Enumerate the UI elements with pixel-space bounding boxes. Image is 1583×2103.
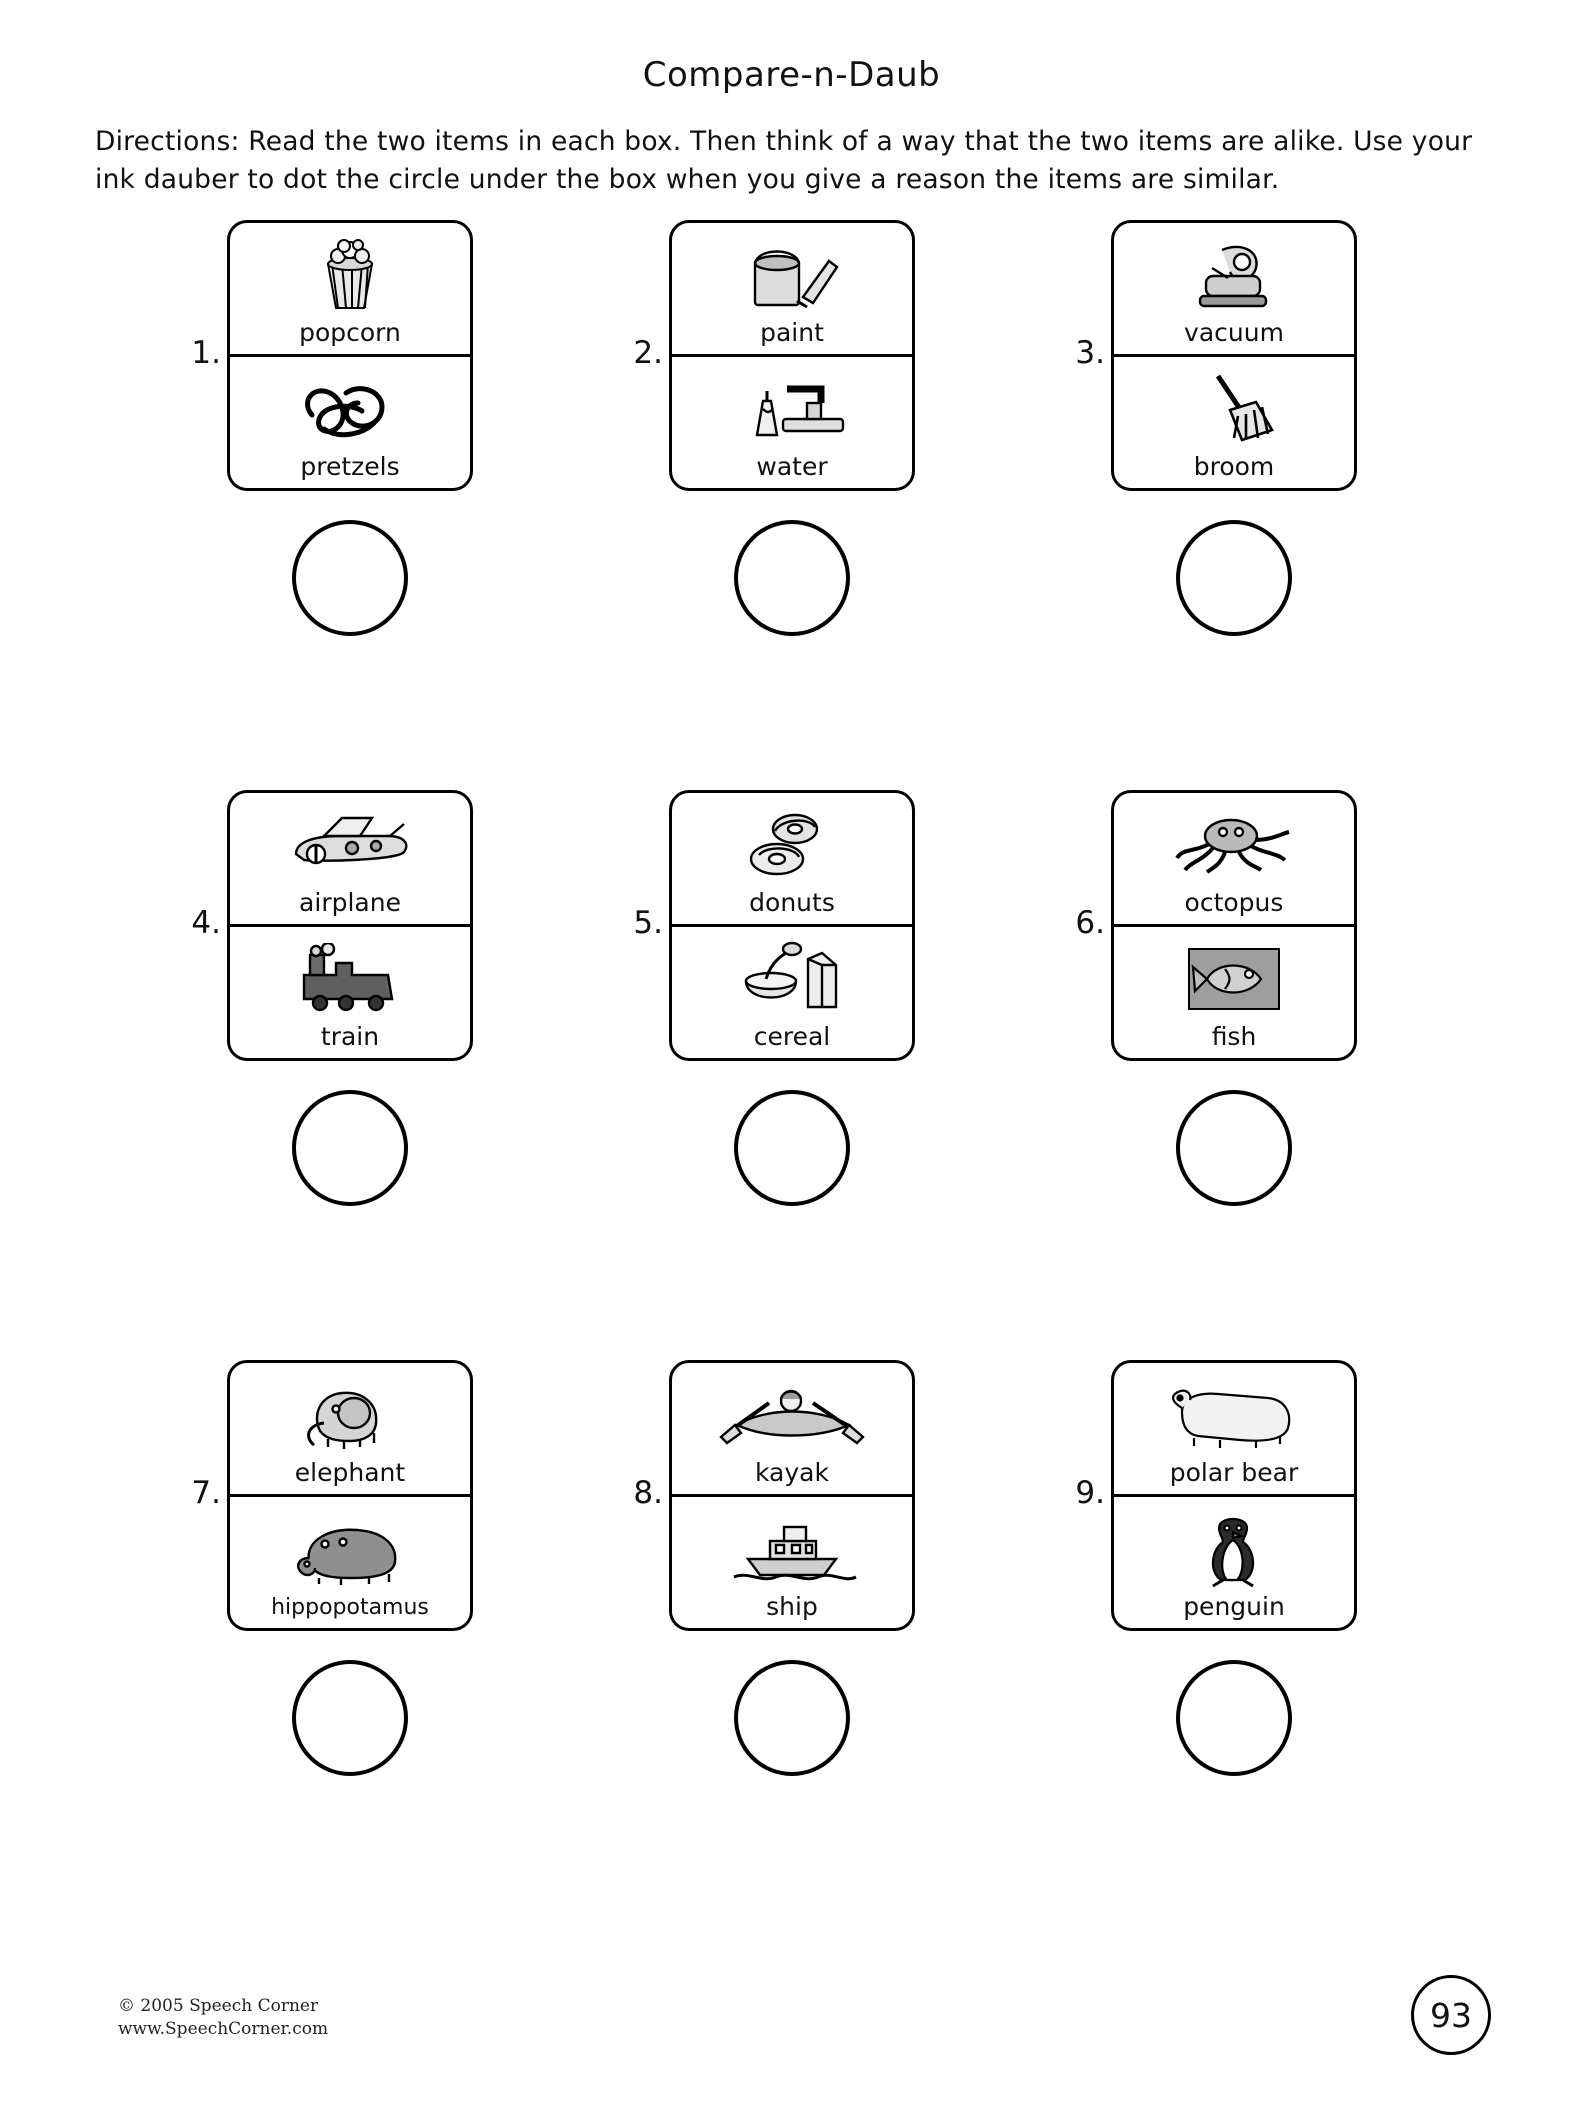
vacuum-icon	[1114, 223, 1354, 320]
item-bottom-half	[230, 927, 470, 1058]
item-word: penguin	[1183, 1592, 1285, 1622]
item-bottom-half	[1114, 927, 1354, 1058]
elephant-icon	[230, 1363, 470, 1460]
item-word: airplane	[299, 888, 401, 918]
item-word: popcorn	[299, 318, 401, 348]
item-top-half	[672, 793, 912, 927]
item-box	[227, 220, 473, 491]
item-bottom-half	[230, 357, 470, 488]
item-box	[227, 1360, 473, 1631]
item-word: donuts	[749, 888, 835, 918]
response-circle-6[interactable]	[1176, 1090, 1292, 1206]
item-box	[1111, 790, 1357, 1061]
directions-text: Directions: Read the two items in each box. Then think of a way that the two items are alike. Use your ink dauber to dot the circle under the box when you give a reason the items are similar.	[95, 126, 1473, 195]
paint-icon	[672, 223, 912, 320]
item-box	[1111, 1360, 1357, 1631]
popcorn-icon	[230, 223, 470, 320]
item-bottom-half	[672, 927, 912, 1058]
page-title: Compare-n-Daub	[642, 55, 941, 95]
broom-icon	[1114, 357, 1354, 454]
item-word: kayak	[755, 1458, 829, 1488]
item-box	[227, 790, 473, 1061]
item-number: 1.	[191, 335, 221, 372]
item-top-half	[672, 1363, 912, 1497]
item-top-half	[230, 223, 470, 357]
item-cell-9	[1059, 1360, 1404, 1930]
item-number: 4.	[191, 905, 221, 942]
response-circle-7[interactable]	[292, 1660, 408, 1776]
penguin-icon	[1114, 1497, 1354, 1594]
item-box	[669, 790, 915, 1061]
item-box	[1111, 220, 1357, 491]
item-number: 8.	[633, 1475, 663, 1512]
item-cell-5	[617, 790, 962, 1360]
item-cell-7	[175, 1360, 520, 1930]
donuts-icon	[672, 793, 912, 890]
footer-copyright	[118, 1995, 328, 2041]
response-circle-2[interactable]	[734, 520, 850, 636]
item-cell-6	[1059, 790, 1404, 1360]
item-word: ship	[766, 1592, 818, 1622]
response-circle-5[interactable]	[734, 1090, 850, 1206]
hippopotamus-icon	[230, 1497, 470, 1597]
items-grid	[0, 220, 1583, 1930]
website-line: www.SpeechCorner.com	[118, 2019, 329, 2040]
train-icon	[230, 927, 470, 1024]
item-top-half	[1114, 223, 1354, 357]
item-cell-2	[617, 220, 962, 790]
item-word: paint	[760, 318, 824, 348]
item-top-half	[672, 223, 912, 357]
items-row	[0, 790, 1583, 1360]
item-word: elephant	[294, 1458, 406, 1488]
fish-icon	[1114, 927, 1354, 1024]
item-word: pretzels	[300, 452, 400, 482]
response-circle-9[interactable]	[1176, 1660, 1292, 1776]
item-bottom-half	[1114, 357, 1354, 488]
octopus-icon	[1114, 793, 1354, 890]
item-number: 3.	[1075, 335, 1105, 372]
response-circle-1[interactable]	[292, 520, 408, 636]
polar-bear-icon	[1114, 1363, 1354, 1460]
item-number: 5.	[633, 905, 663, 942]
item-word: octopus	[1184, 888, 1284, 918]
item-word: broom	[1193, 452, 1275, 482]
item-bottom-half	[672, 1497, 912, 1628]
items-row	[0, 1360, 1583, 1930]
pretzels-icon	[230, 357, 470, 454]
item-word: polar bear	[1169, 1458, 1299, 1488]
response-circle-4[interactable]	[292, 1090, 408, 1206]
item-cell-3	[1059, 220, 1404, 790]
item-bottom-half	[1114, 1497, 1354, 1628]
item-bottom-half	[672, 357, 912, 488]
page-number: 93	[1411, 1975, 1491, 2055]
item-top-half	[1114, 1363, 1354, 1497]
item-cell-4	[175, 790, 520, 1360]
item-top-half	[230, 793, 470, 927]
item-word: hippopotamus	[271, 1595, 429, 1621]
items-row	[0, 220, 1583, 790]
item-number: 2.	[633, 335, 663, 372]
item-word: train	[320, 1022, 380, 1052]
faucet-water-icon	[672, 357, 912, 454]
airplane-icon	[230, 793, 470, 890]
item-box	[669, 220, 915, 491]
worksheet-page	[0, 55, 1583, 2103]
cereal-bowl-icon	[672, 927, 912, 1024]
response-circle-3[interactable]	[1176, 520, 1292, 636]
item-word: water	[756, 452, 828, 482]
item-number: 9.	[1075, 1475, 1105, 1512]
item-cell-8	[617, 1360, 962, 1930]
response-circle-8[interactable]	[734, 1660, 850, 1776]
item-bottom-half	[230, 1497, 470, 1628]
item-number: 7.	[191, 1475, 221, 1512]
item-cell-1	[175, 220, 520, 790]
copyright-line: © 2005 Speech Corner	[118, 1996, 319, 2017]
item-word: cereal	[753, 1022, 831, 1052]
item-number: 6.	[1075, 905, 1105, 942]
kayak-icon	[672, 1363, 912, 1460]
item-word: fish	[1211, 1022, 1257, 1052]
item-top-half	[230, 1363, 470, 1497]
ship-icon	[672, 1497, 912, 1594]
item-box	[669, 1360, 915, 1631]
item-top-half	[1114, 793, 1354, 927]
item-word: vacuum	[1184, 318, 1284, 348]
